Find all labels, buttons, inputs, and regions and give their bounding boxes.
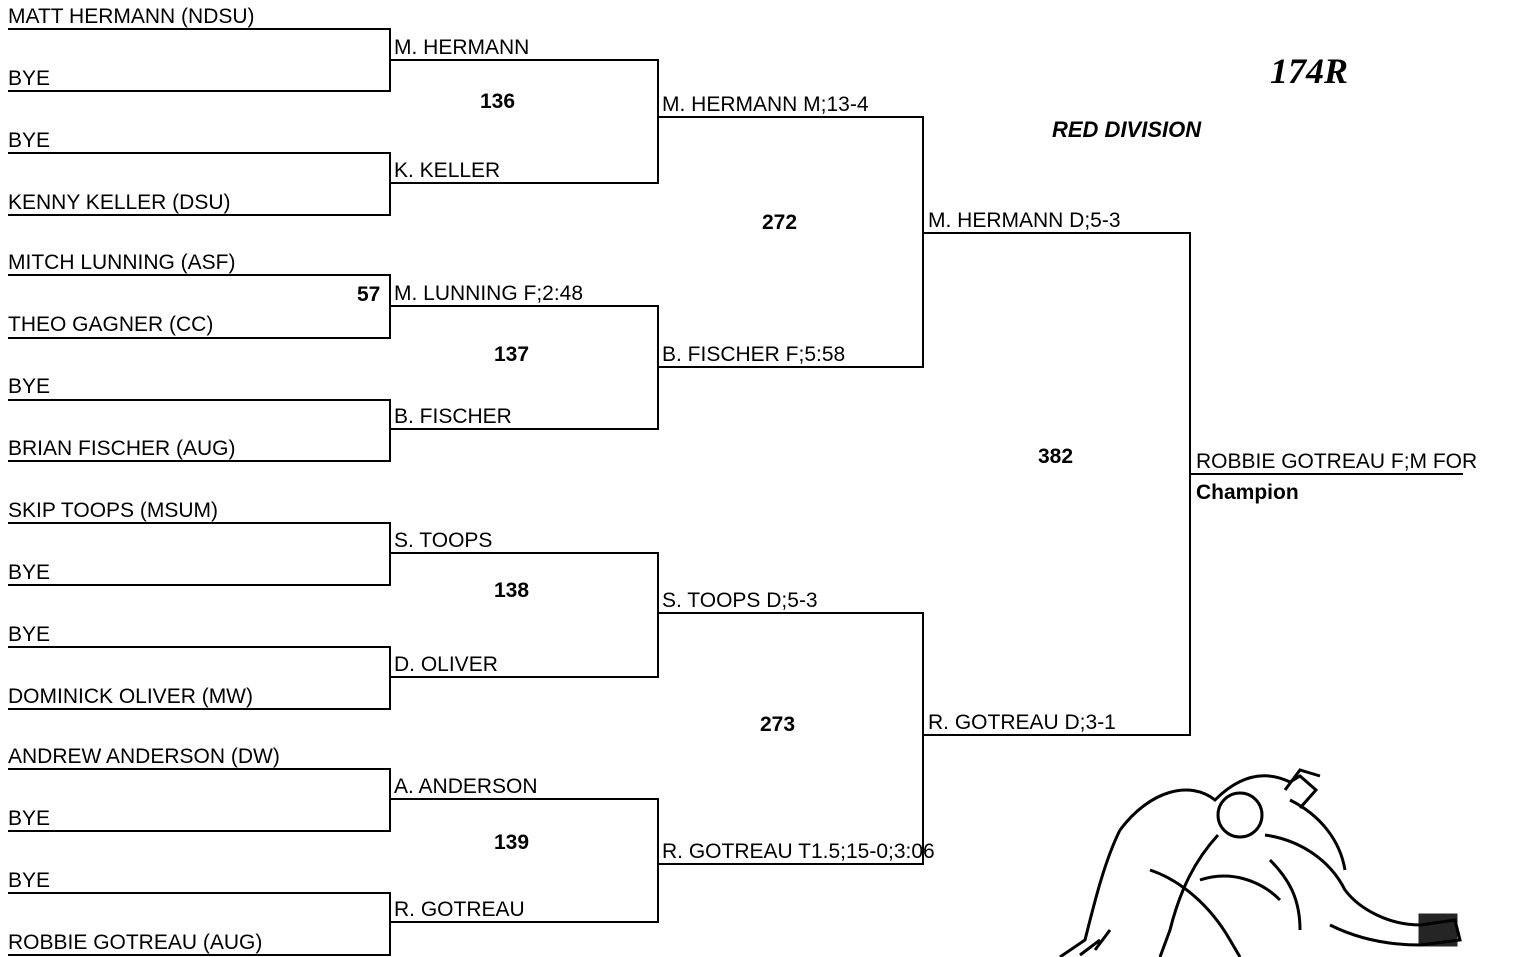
entrant-name: BYE — [8, 807, 51, 830]
bout-number: 136 — [480, 90, 516, 113]
round1-entrants — [8, 5, 280, 954]
round2-winner: R. GOTREAU — [394, 898, 525, 921]
division-label: RED DIVISION — [1052, 117, 1202, 142]
round2-winner: A. ANDERSON — [394, 775, 538, 798]
round2-winner: S. TOOPS — [394, 529, 493, 552]
bout-number: 138 — [494, 579, 530, 602]
entrant-name: SKIP TOOPS (MSUM) — [8, 499, 219, 522]
entrant-name: BYE — [8, 375, 51, 398]
round2-winner: K. KELLER — [394, 159, 501, 182]
round3-winner: R. GOTREAU T1.5;15-0;3:06 — [662, 840, 935, 863]
entrant-name: ANDREW ANDERSON (DW) — [8, 745, 280, 768]
round3-bout-numbers — [760, 211, 797, 736]
round3-winner: S. TOOPS D;5-3 — [662, 589, 818, 612]
weight-class-title: 174R — [1270, 51, 1349, 91]
round2-winner: B. FISCHER — [394, 405, 512, 428]
round3-winner: B. FISCHER F;5:58 — [662, 343, 846, 366]
entrant-name: BYE — [8, 129, 51, 152]
entrant-name: KENNY KELLER (DSU) — [8, 191, 231, 214]
entrant-name: MATT HERMANN (NDSU) — [8, 5, 255, 28]
bout-number: 137 — [494, 343, 530, 366]
round2-winner: M. LUNNING F;2:48 — [394, 282, 584, 305]
round4-winner: M. HERMANN D;5-3 — [928, 209, 1121, 232]
wrestlers-illustration — [1060, 770, 1460, 957]
entrant-name: ROBBIE GOTREAU (AUG) — [8, 931, 263, 954]
bout-number: 273 — [760, 713, 796, 736]
round4-winner: R. GOTREAU D;3-1 — [928, 711, 1116, 734]
round4-winners — [928, 209, 1121, 734]
bout-number: 382 — [1038, 445, 1074, 468]
bout-number: 139 — [494, 831, 530, 854]
champion-label: Champion — [1196, 481, 1299, 504]
round2-winners — [394, 36, 583, 921]
bout-number: 272 — [762, 211, 798, 234]
entrant-name: BYE — [8, 67, 51, 90]
entrant-name: DOMINICK OLIVER (MW) — [8, 685, 253, 708]
round3-winners — [662, 93, 935, 863]
round2-bout-numbers — [480, 90, 529, 854]
round3-winner: M. HERMANN M;13-4 — [662, 93, 869, 116]
entrant-name: BYE — [8, 561, 51, 584]
bout-number: 57 — [357, 283, 381, 306]
entrant-name: BYE — [8, 623, 51, 646]
entrant-name: MITCH LUNNING (ASF) — [8, 251, 236, 274]
entrant-name: THEO GAGNER (CC) — [8, 313, 214, 336]
round2-winner: D. OLIVER — [394, 653, 498, 676]
round2-winner: M. HERMANN — [394, 36, 530, 59]
entrant-name: BYE — [8, 869, 51, 892]
champion-result: ROBBIE GOTREAU F;M FOR — [1196, 450, 1478, 473]
entrant-name: BRIAN FISCHER (AUG) — [8, 437, 236, 460]
